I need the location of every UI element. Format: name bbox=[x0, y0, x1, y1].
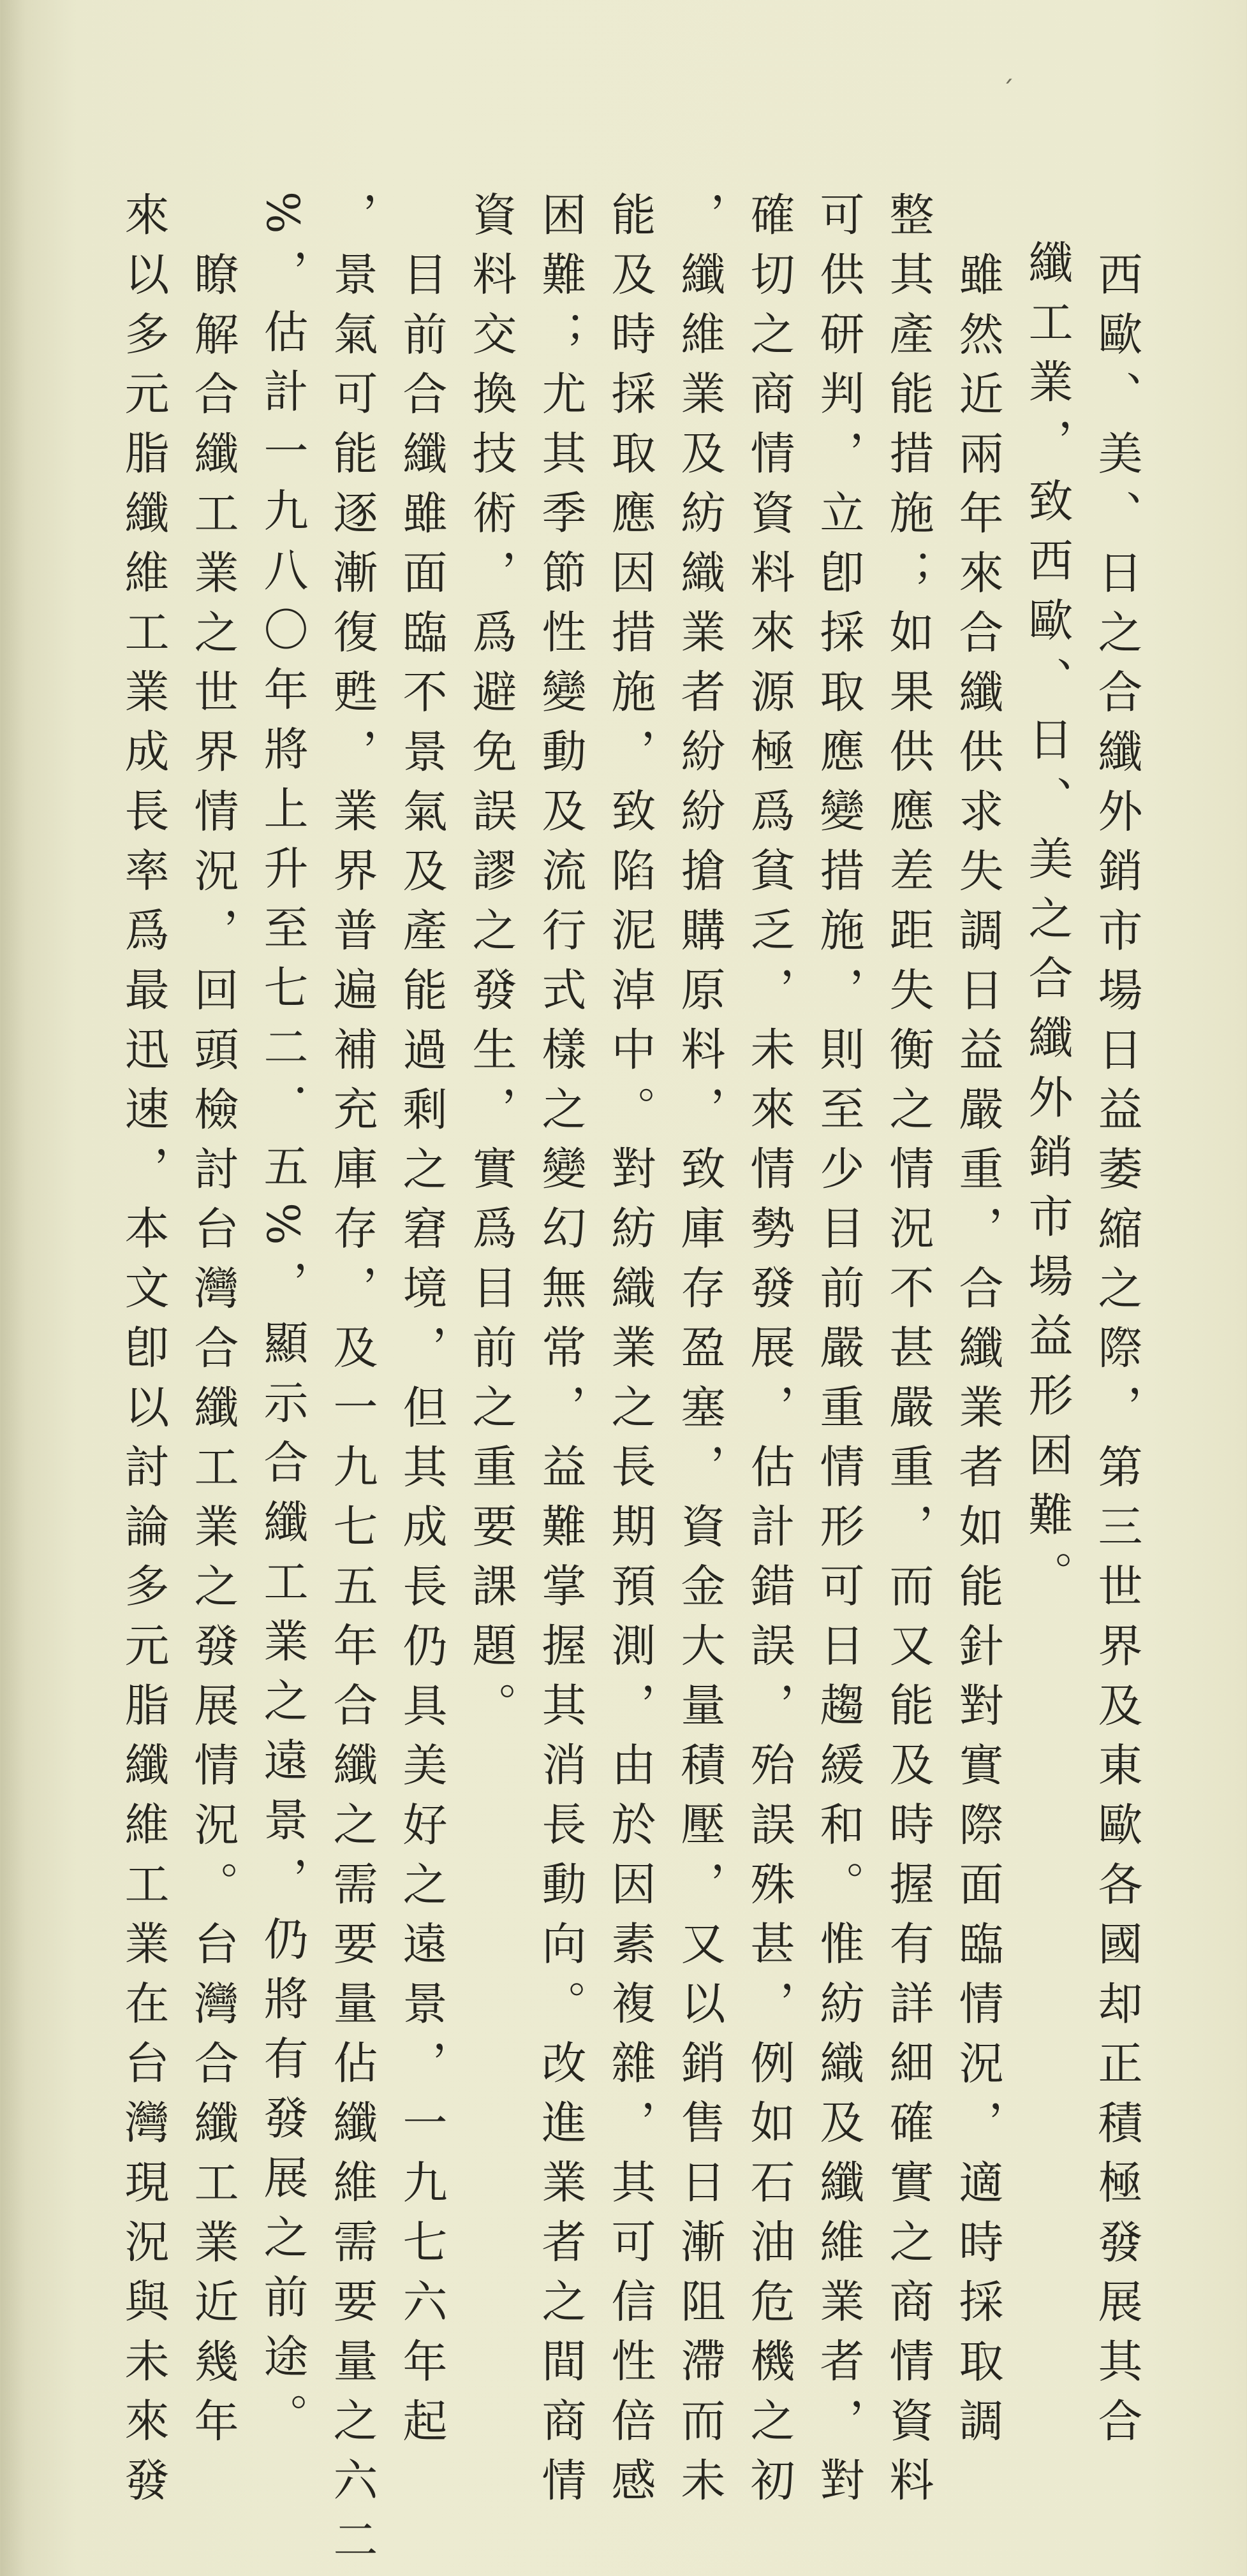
text-line-11: 目前合纖雖面臨不景氣及產能過剩之窘境，但其成長仍具美好之遠景，一九七六年起 bbox=[395, 251, 448, 2457]
text-line-5: 可供研判，立卽採取應變措施，則至少目前嚴重情形可日趨緩和。惟紡織及纖維業者，對 bbox=[813, 191, 865, 2517]
stray-mark: ˊ bbox=[1001, 77, 1014, 106]
text-line-13: %，估計一九八〇年將上升至七二．五%，顯示合纖工業之遠景，仍將有發展之前途。 bbox=[256, 191, 309, 2453]
vertical-text-body bbox=[108, 191, 1151, 2576]
text-line-12: ，景氣可能逐漸復甦，業界普遍補充庫存，及一九七五年合纖之需要量佔纖維需要量之六二 bbox=[326, 191, 378, 2576]
text-line-2: 纖工業，致西歐、日、美之合纖外銷市場益形困難。 bbox=[1021, 238, 1074, 1611]
text-line-4: 整其產能措施；如果供應差距失衡之情況不甚嚴重，而又能及時握有詳細確實之商情資料 bbox=[882, 191, 934, 2517]
text-line-10: 資料交換技術，爲避免誤謬之發生，實爲目前之重要課題。 bbox=[465, 191, 517, 1741]
text-line-3: 雖然近兩年來合纖供求失調日益嚴重，合纖業者如能針對實際面臨情況，適時採取調 bbox=[952, 251, 1004, 2457]
text-line-8: 能及時採取應因措施，致陷泥淖中。對紡織業之長期預測，由於因素複雜，其可信性倍感 bbox=[604, 191, 656, 2517]
text-line-1: 西歐、美、日之合纖外銷市場日益萎縮之際，第三世界及東歐各國却正積極發展其合 bbox=[1091, 251, 1143, 2457]
text-line-6: 確切之商情資料來源極爲貧乏，未來情勢發展，估計錯誤，殆誤殊甚，例如石油危機之初 bbox=[743, 191, 795, 2517]
text-line-7: ，纖維業及紡織業者紛紛搶購原料，致庫存盈塞，資金大量積壓，又以銷售日漸阻滯而未 bbox=[674, 191, 726, 2517]
text-line-14: 瞭解合纖工業之世界情況，回頭檢討台灣合纖工業之發展情況。台灣合纖工業近幾年 bbox=[187, 251, 239, 2457]
text-line-15: 來以多元脂纖維工業成長率爲最迅速，本文卽以討論多元脂纖維工業在台灣現況與未來發 bbox=[117, 191, 170, 2517]
text-line-9: 困難；尤其季節性變動及流行式樣之變幻無常，益難掌握其消長動向。改進業者之間商情 bbox=[535, 191, 587, 2517]
